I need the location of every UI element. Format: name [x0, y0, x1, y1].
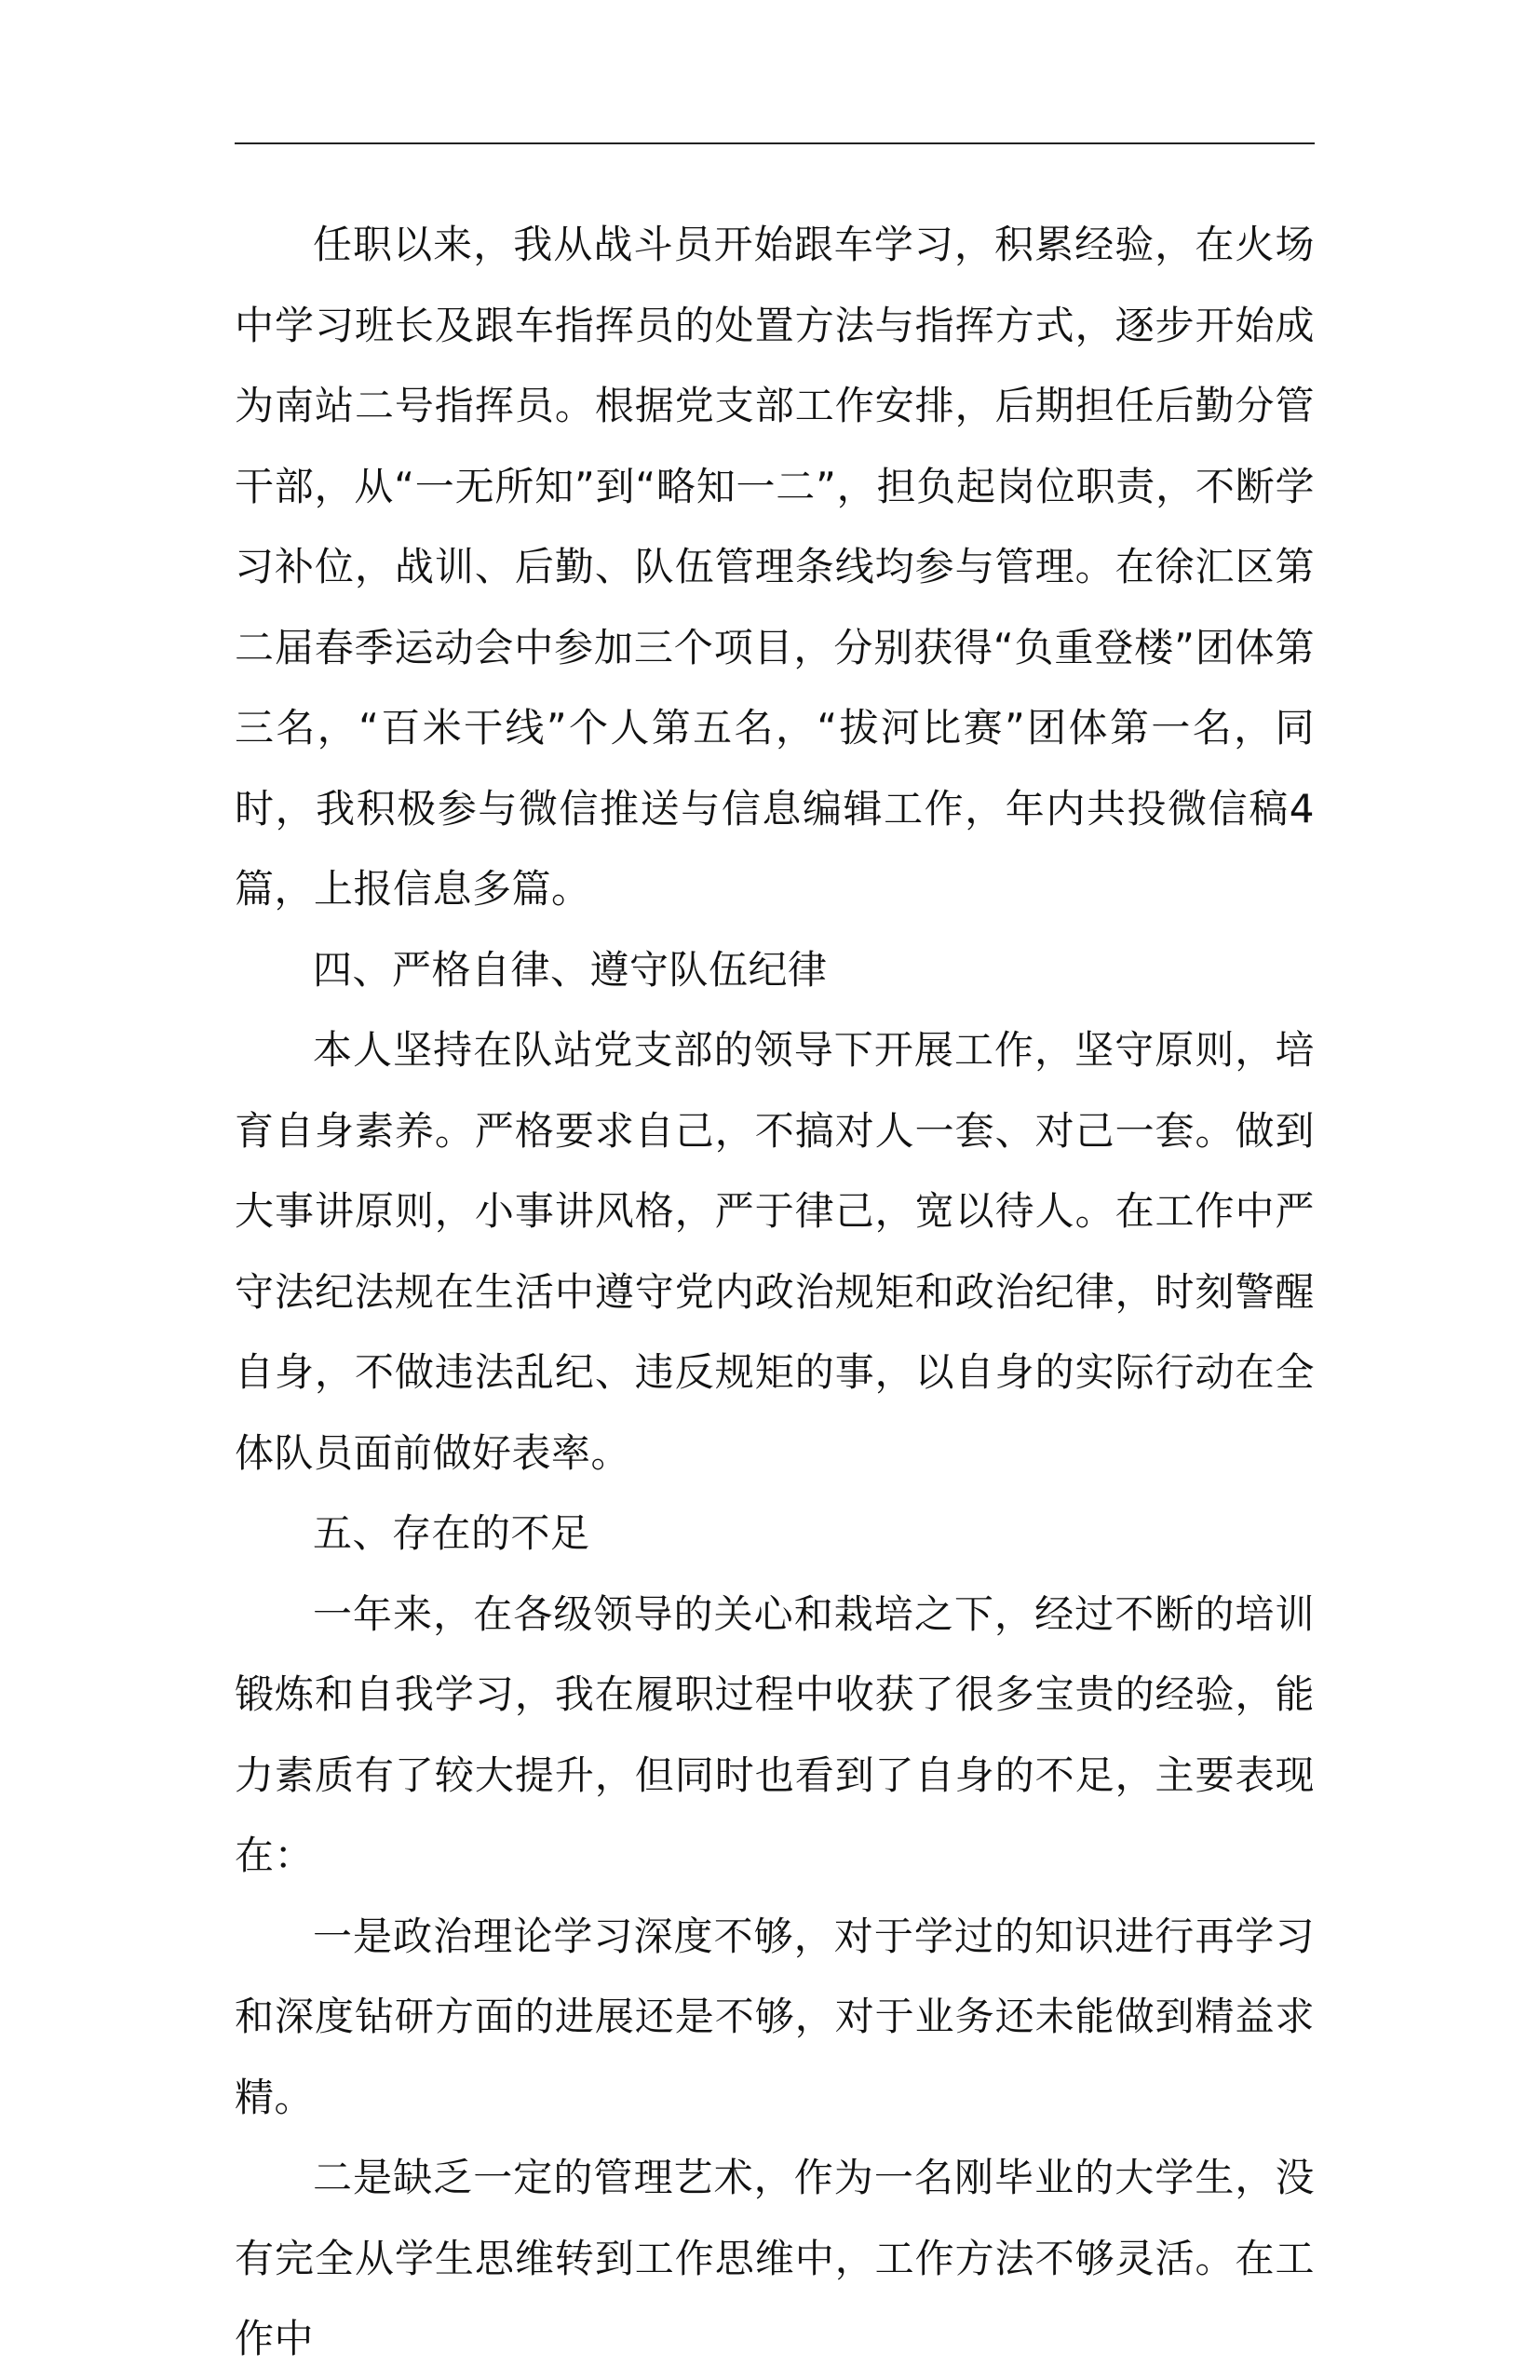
paragraph-experience: 任职以来，我从战斗员开始跟车学习，积累经验，在火场中学习班长及跟车指挥员的处置方法与指挥方式，逐步开始成为南站二号指挥员。根据党支部工作安排，后期担任后勤分管干部，从“一无所知”到“略知一二”，担负起岗位职责，不断学习补位，战训、后勤、队伍管理条线均参与管理。在徐汇区第二届春季运动会中参加三个项目，分别获得“负重登楼”团体第三名，“百米干线”个人第五名，“拔河比赛”团体第一名，同时，我积极参与微信推送与信息编辑工作，年内共投微信稿4篇，上报信息多篇。 — [235, 222, 1315, 912]
paragraph-shortcoming-one: 一是政治理论学习深度不够，对于学过的知识进行再学习和深度钻研方面的进展还是不够，对于业务还未能做到精益求精。 — [235, 1913, 1315, 2120]
paragraph-shortcoming-two: 二是缺乏一定的管理艺术，作为一名刚毕业的大学生，没有完全从学生思维转到工作思维中，工作方法不够灵活。在工作中 — [235, 2155, 1315, 2361]
section-heading-shortcomings: 五、存在的不足 — [313, 1510, 590, 1556]
section-heading-discipline: 四、严格自律、遵守队伍纪律 — [313, 946, 828, 993]
document-body — [235, 205, 1315, 2380]
header-rule — [235, 142, 1315, 144]
paragraph-discipline: 本人坚持在队站党支部的领导下开展工作，坚守原则，培育自身素养。严格要求自己，不搞对人一套、对己一套。做到大事讲原则，小事讲风格，严于律己，宽以待人。在工作中严守法纪法规在生活中遵守党内政治规矩和政治纪律，时刻警醒自身，不做违法乱纪、违反规矩的事，以自身的实际行动在全体队员面前做好表率。 — [235, 1027, 1315, 1476]
paragraph-shortcomings-intro: 一年来，在各级领导的关心和栽培之下，经过不断的培训锻炼和自我学习，我在履职过程中收获了很多宝贵的经验，能力素质有了较大提升，但同时也看到了自身的不足，主要表现在： — [235, 1590, 1315, 1878]
